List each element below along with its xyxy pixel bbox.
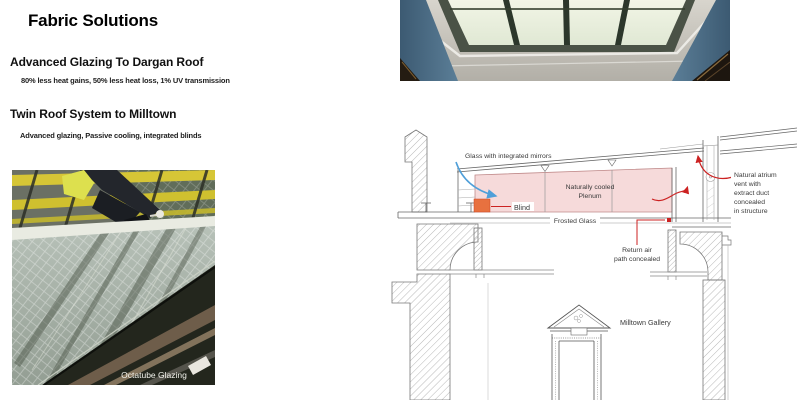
label-milltown-gallery: Milltown Gallery xyxy=(620,318,671,327)
label-frosted-glass: Frosted Glass xyxy=(553,218,597,225)
section-detail-dargan: 80% less heat gains, 50% less heat loss, 1% UV transmission xyxy=(21,76,230,85)
section-detail-milltown: Advanced glazing, Passive cooling, integrated blinds xyxy=(20,131,202,140)
label-plenum-2: Plenum xyxy=(578,193,602,200)
roof-section-diagram xyxy=(388,108,798,400)
label-blind: Blind xyxy=(514,203,530,212)
return-air-leader-line xyxy=(637,220,665,245)
section-heading-dargan: Advanced Glazing To Dargan Roof xyxy=(10,55,204,69)
left-wall-arch xyxy=(417,224,478,270)
label-vent-4: concealed xyxy=(734,199,765,206)
return-air-point xyxy=(667,218,671,222)
section-heading-milltown: Twin Roof System to Milltown xyxy=(10,107,177,121)
label-vent-2: vent with xyxy=(734,181,761,188)
lower-left-wall xyxy=(392,274,450,400)
label-vent-1: Natural atrium xyxy=(734,172,777,179)
gallery-door xyxy=(548,305,610,400)
lower-right-wall xyxy=(703,280,725,400)
glazing-photo xyxy=(12,170,215,385)
label-return-air-2: path concealed xyxy=(613,256,661,263)
right-pier xyxy=(668,230,676,272)
blind-marker xyxy=(474,199,490,212)
photo-caption: Octatube Glazing xyxy=(121,370,187,380)
vent-shaft xyxy=(703,136,718,222)
right-wall-arch xyxy=(680,232,722,280)
masonry-walls xyxy=(392,130,725,400)
label-vent-5: in structure xyxy=(734,208,768,215)
skylight-photo xyxy=(400,0,730,81)
page-title: Fabric Solutions xyxy=(28,11,158,30)
left-pier xyxy=(474,228,482,270)
label-return-air-1: Return air xyxy=(622,247,652,254)
main-roof-lines xyxy=(720,128,797,154)
left-parapet xyxy=(405,130,427,212)
label-vent-3: extract duct xyxy=(734,190,770,197)
label-plenum-1: Naturally cooled xyxy=(565,184,615,191)
glass-edge-ticks xyxy=(458,189,475,206)
label-glass-mirrors: Glass with integrated mirrors xyxy=(465,153,552,160)
